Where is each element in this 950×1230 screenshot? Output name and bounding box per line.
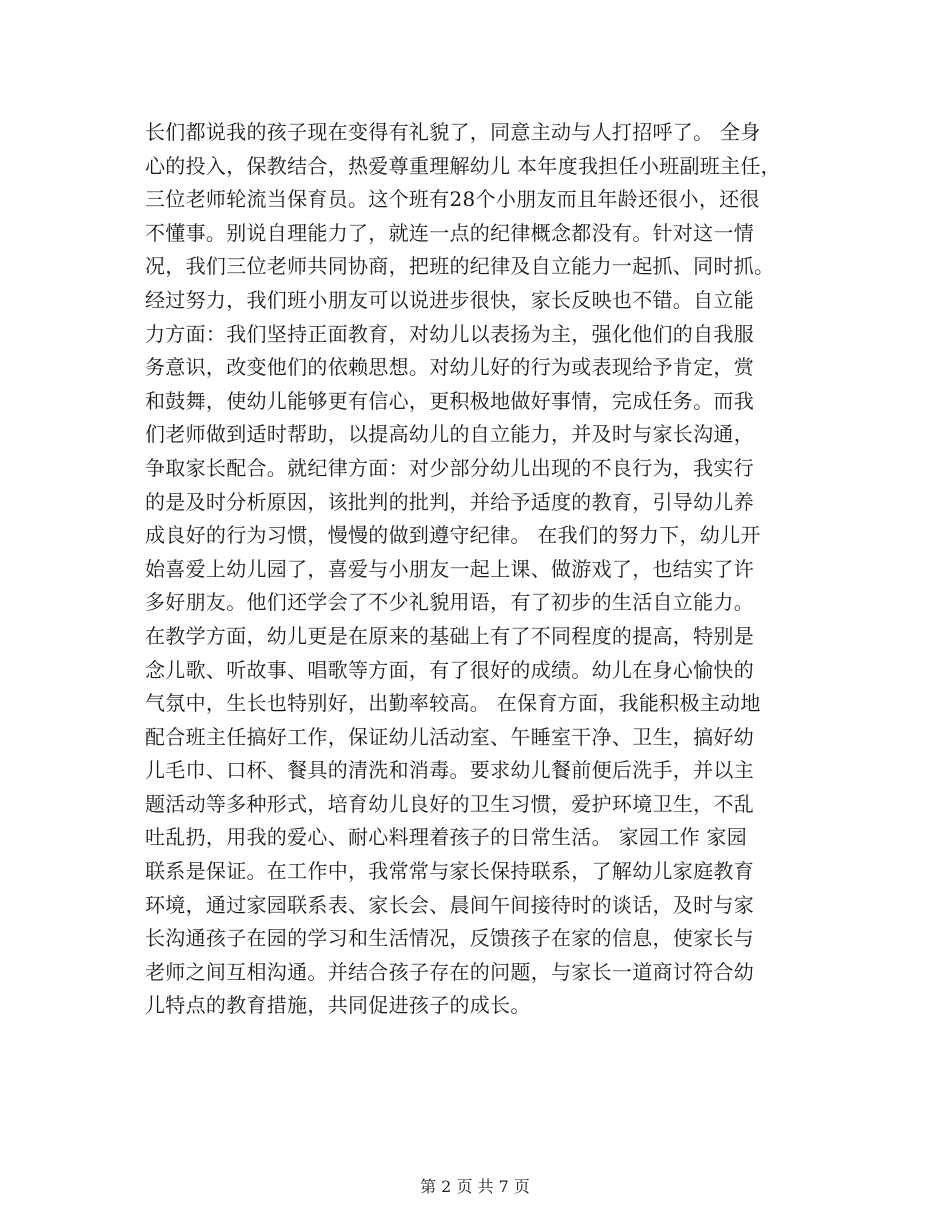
text-line: 多好朋友。他们还学会了不少礼貌用语，有了初步的生活自立能力。 — [145, 590, 754, 615]
page-number-footer: 第 2 页 共 7 页 — [420, 1177, 530, 1196]
text-line: 的是及时分析原因，该批判的批判，并给予适度的教育，引导幼儿养 — [145, 489, 754, 514]
text-line: 们老师做到适时帮助，以提高幼儿的自立能力，并及时与家长沟通， — [145, 422, 754, 447]
text-line: 念儿歌、听故事、唱歌等方面，有了很好的成绩。幼儿在身心愉快的 — [145, 657, 754, 682]
body-text — [145, 116, 825, 1023]
text-line: 配合班主任搞好工作，保证幼儿活动室、午睡室干净、卫生，搞好幼 — [145, 724, 754, 749]
text-line: 力方面：我们坚持正面教育，对幼儿以表扬为主，强化他们的自我服 — [145, 321, 754, 346]
text-line: 三位老师轮流当保育员。这个班有28个小朋友而且年龄还很小，还很 — [145, 187, 760, 212]
text-line: 心的投入，保教结合，热爱尊重理解幼儿 本年度我担任小班副班主任， — [145, 153, 781, 178]
text-line: 务意识，改变他们的依赖思想。对幼儿好的行为或表现给予肯定，赏 — [145, 355, 754, 380]
text-line: 环境，通过家园联系表、家长会、晨间午间接待时的谈话，及时与家 — [145, 892, 754, 917]
text-line: 题活动等多种形式，培育幼儿良好的卫生习惯，爱护环境卫生，不乱 — [145, 791, 754, 816]
text-line: 成良好的行为习惯，慢慢的做到遵守纪律。 在我们的努力下，幼儿开 — [145, 523, 761, 548]
text-line: 和鼓舞，使幼儿能够更有信心，更积极地做好事情，完成任务。而我 — [145, 388, 754, 413]
text-line: 始喜爱上幼儿园了，喜爱与小朋友一起上课、做游戏了，也结实了许 — [145, 556, 754, 581]
text-line: 在教学方面，幼儿更是在原来的基础上有了不同程度的提高，特别是 — [145, 623, 754, 648]
text-line: 老师之间互相沟通。并结合孩子存在的问题，与家长一道商讨符合幼 — [145, 959, 754, 984]
text-line: 经过努力，我们班小朋友可以说进步很快，家长反映也不错。自立能 — [145, 287, 754, 312]
text-line: 况，我们三位老师共同协商，把班的纪律及自立能力一起抓、同时抓。 — [145, 254, 775, 279]
text-line: 儿毛巾、口杯、餐具的清洗和消毒。要求幼儿餐前便后洗手，并以主 — [145, 758, 754, 783]
text-line: 长沟通孩子在园的学习和生活情况，反馈孩子在家的信息，使家长与 — [145, 926, 754, 951]
text-line: 儿特点的教育措施，共同促进孩子的成长。 — [145, 993, 531, 1018]
text-line: 联系是保证。在工作中，我常常与家长保持联系，了解幼儿家庭教育 — [145, 859, 754, 884]
text-line: 气氛中，生长也特别好，出勤率较高。 在保育方面，我能积极主动地 — [145, 691, 761, 716]
text-line: 吐乱扔，用我的爱心、耐心料理着孩子的日常生活。 家园工作 家园 — [145, 825, 748, 850]
text-line: 不懂事。别说自理能力了，就连一点的纪律概念都没有。针对这一情 — [145, 220, 754, 245]
text-line: 争取家长配合。就纪律方面：对少部分幼儿出现的不良行为，我实行 — [145, 455, 754, 480]
text-line: 长们都说我的孩子现在变得有礼貌了，同意主动与人打招呼了。 全身 — [145, 120, 761, 144]
